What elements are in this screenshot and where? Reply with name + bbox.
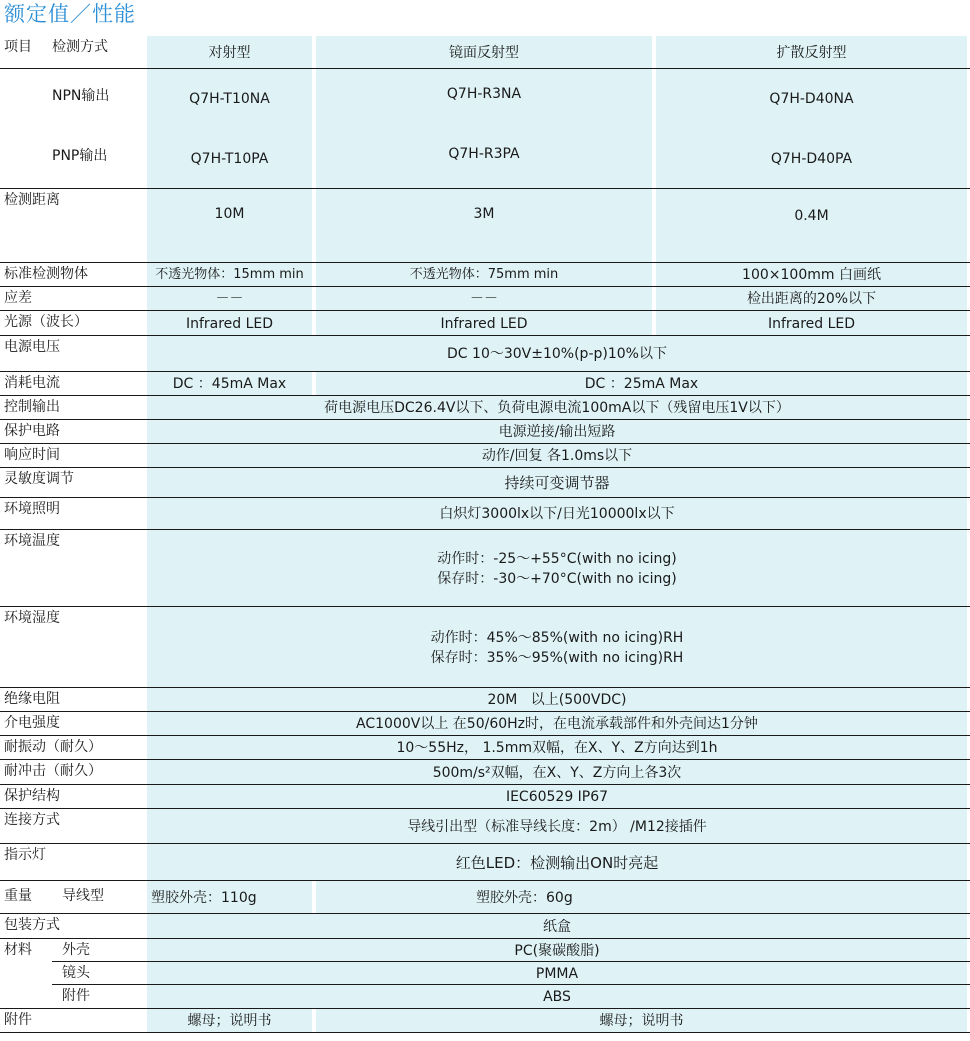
npn-model-1: Q7H-T10NA [147, 69, 312, 129]
protection-circuit-value: 电源逆接/输出短路 [147, 420, 967, 444]
light-source-value-1: Infrared LED [147, 311, 312, 336]
hysteresis-label: 应差 [4, 290, 32, 306]
ambient-humidity-value [147, 607, 967, 688]
enclosure-label-cell [0, 785, 143, 809]
npn-label: NPN输出 [52, 88, 110, 104]
weight-sub-label: 导线型 [62, 888, 104, 904]
hysteresis-value-3: 检出距离的20%以下 [656, 287, 967, 311]
indicator-label: 指示灯 [4, 847, 46, 863]
sensitivity-label: 灵敏度调节 [4, 471, 74, 487]
material-label: 材料 [4, 942, 32, 958]
dielectric-row [0, 712, 970, 736]
current-row [0, 372, 970, 396]
col-retro-reflective: 镜面反射型 [316, 36, 652, 69]
current-label: 消耗电流 [4, 375, 60, 391]
accessories-value-1: 螺母；说明书 [147, 1009, 312, 1033]
light-source-label: 光源（波长） [4, 314, 88, 330]
standard-object-label-cell [0, 263, 143, 287]
material-accessory-value: ABS [147, 985, 967, 1009]
voltage-value: DC 10～30V±10%(p-p)10%以下 [147, 336, 967, 372]
page-title: 额定值／性能 [4, 2, 136, 26]
ambient-humidity-storage: 保存时：35%～95%(with no icing)RH [430, 649, 684, 666]
control-output-row [0, 396, 970, 420]
control-output-label: 控制输出 [4, 399, 60, 415]
shock-row [0, 760, 970, 785]
dielectric-label: 介电强度 [4, 715, 60, 731]
table-header-row [0, 36, 970, 69]
shock-label: 耐冲击（耐久） [4, 763, 102, 779]
spec-table [0, 36, 970, 1033]
connection-row [0, 809, 970, 844]
hysteresis-value-1: －－ [147, 287, 312, 311]
distance-value-1: 10M [147, 189, 312, 263]
protection-circuit-row [0, 420, 970, 444]
light-source-row [0, 311, 970, 336]
npn-model-3: Q7H-D40NA [656, 69, 967, 129]
response-time-label: 响应时间 [4, 447, 60, 463]
distance-row [0, 189, 970, 263]
npn-model-2: Q7H-R3NA [316, 69, 652, 129]
voltage-row [0, 336, 970, 372]
weight-value-2: 塑胶外壳：60g [316, 881, 967, 914]
distance-label: 检测距离 [4, 192, 60, 208]
pnp-model-1: Q7H-T10PA [147, 129, 312, 189]
enclosure-value: IEC60529 IP67 [147, 785, 967, 809]
light-source-value-3: Infrared LED [656, 311, 967, 336]
enclosure-label: 保护结构 [4, 788, 60, 804]
ambient-light-label: 环境照明 [4, 501, 60, 517]
ambient-humidity-operating: 动作时：45%～85%(with no icing)RH [430, 629, 684, 646]
material-lens-value: PMMA [147, 962, 967, 985]
sensitivity-label-cell [0, 468, 143, 498]
standard-object-row [0, 263, 970, 287]
vibration-value: 10～55Hz， 1.5mm双幅，在X、Y、Z方向达到1h [147, 736, 967, 760]
response-time-value: 动作/回复 各1.0ms以下 [147, 444, 967, 468]
pnp-row [0, 129, 970, 189]
indicator-row [0, 844, 970, 881]
accessories-label-cell [0, 1009, 143, 1033]
packaging-label: 包装方式 [4, 917, 60, 933]
standard-object-value-2: 不透光物体：75mm min [316, 263, 652, 287]
indicator-label-cell [0, 844, 143, 881]
connection-label-cell [0, 809, 143, 844]
ambient-light-label-cell [0, 498, 143, 530]
hysteresis-row [0, 287, 970, 311]
current-value-1: DC ：45mA Max [147, 372, 312, 396]
enclosure-row [0, 785, 970, 809]
accessories-row [0, 1009, 970, 1033]
light-source-value-2: Infrared LED [316, 311, 652, 336]
insulation-row [0, 688, 970, 712]
connection-value: 导线引出型（标准导线长度：2m） /M12接插件 [147, 809, 967, 844]
ambient-temp-label-cell [0, 530, 143, 607]
standard-object-label: 标准检测物体 [4, 266, 88, 282]
control-output-label-cell [0, 396, 143, 420]
ambient-temp-value [147, 530, 967, 607]
shock-label-cell [0, 760, 143, 785]
material-case-row [0, 939, 970, 962]
hysteresis-value-2: －－ [316, 287, 652, 311]
vibration-label-cell [0, 736, 143, 760]
weight-label-cell [0, 881, 143, 914]
material-lens-label: 镜头 [62, 965, 90, 981]
insulation-label-cell [0, 688, 143, 712]
item-label: 项目 [4, 39, 32, 55]
packaging-row [0, 914, 970, 939]
col-through-beam: 对射型 [147, 36, 312, 69]
ambient-temp-storage: 保存时：-30～+70°C(with no icing) [437, 570, 677, 587]
response-time-label-cell [0, 444, 143, 468]
control-output-value: 荷电源电压DC26.4V以下、负荷电源电流100mA以下（残留电压1V以下） [147, 396, 967, 420]
ambient-light-row [0, 498, 970, 530]
divider [0, 1032, 970, 1033]
connection-label: 连接方式 [4, 812, 60, 828]
ambient-temp-operating: 动作时：-25～+55°C(with no icing) [437, 550, 677, 567]
pnp-model-3: Q7H-D40PA [656, 129, 967, 189]
method-label: 检测方式 [52, 39, 108, 55]
voltage-label: 电源电压 [4, 339, 60, 355]
pnp-model-2: Q7H-R3PA [316, 129, 652, 189]
ambient-humidity-row [0, 607, 970, 688]
distance-value-3: 0.4M [656, 189, 967, 263]
sensitivity-value: 持续可变调节器 [147, 468, 967, 498]
pnp-label-cell [0, 129, 143, 189]
standard-object-value-1: 不透光物体：15mm min [147, 263, 312, 287]
npn-row [0, 69, 970, 129]
ambient-temp-label: 环境温度 [4, 533, 60, 549]
distance-label-cell [0, 189, 143, 263]
response-time-row [0, 444, 970, 468]
light-source-label-cell [0, 311, 143, 336]
material-accessory-row [0, 985, 970, 1009]
standard-object-value-3: 100×100mm 白画纸 [656, 263, 967, 287]
material-case-label: 外壳 [62, 942, 90, 958]
sensitivity-row [0, 468, 970, 498]
weight-row [0, 881, 970, 914]
item-header [0, 36, 143, 69]
insulation-label: 绝缘电阻 [4, 691, 60, 707]
protection-circuit-label-cell [0, 420, 143, 444]
ambient-humidity-label-cell [0, 607, 143, 688]
npn-label-cell [0, 69, 143, 129]
ambient-humidity-label: 环境湿度 [4, 610, 60, 626]
hysteresis-label-cell [0, 287, 143, 311]
accessories-label: 附件 [4, 1012, 32, 1028]
indicator-value: 红色LED：检测输出ON时亮起 [147, 844, 967, 881]
material-case-value: PC(聚碳酸脂) [147, 939, 967, 962]
accessories-value-2: 螺母；说明书 [316, 1009, 967, 1033]
current-value-2: DC ：25mA Max [316, 372, 967, 396]
material-label-cell [0, 939, 143, 962]
col-diffuse: 扩散反射型 [656, 36, 967, 69]
weight-label: 重量 [4, 888, 32, 904]
current-label-cell [0, 372, 143, 396]
pnp-label: PNP输出 [52, 148, 108, 164]
protection-circuit-label: 保护电路 [4, 423, 60, 439]
material-lens-label-cell [0, 962, 143, 985]
vibration-label: 耐振动（耐久） [4, 739, 102, 755]
insulation-value: 20M 以上(500VDC) [147, 688, 967, 712]
distance-value-2: 3M [316, 189, 652, 263]
material-lens-row [0, 962, 970, 985]
ambient-light-value: 白炽灯3000lx以下/日光10000lx以下 [147, 498, 967, 530]
ambient-temp-row [0, 530, 970, 607]
voltage-label-cell [0, 336, 143, 372]
weight-value-1: 塑胶外壳：110g [147, 881, 312, 914]
material-accessory-label-cell [0, 985, 143, 1009]
dielectric-label-cell [0, 712, 143, 736]
packaging-value: 纸盒 [147, 914, 967, 939]
shock-value: 500m/s²双幅，在X、Y、Z方向上各3次 [147, 760, 967, 785]
material-accessory-label: 附件 [62, 988, 90, 1004]
dielectric-value: AC1000V以上 在50/60Hz时，在电流承载部件和外壳间达1分钟 [147, 712, 967, 736]
packaging-label-cell [0, 914, 143, 939]
vibration-row [0, 736, 970, 760]
